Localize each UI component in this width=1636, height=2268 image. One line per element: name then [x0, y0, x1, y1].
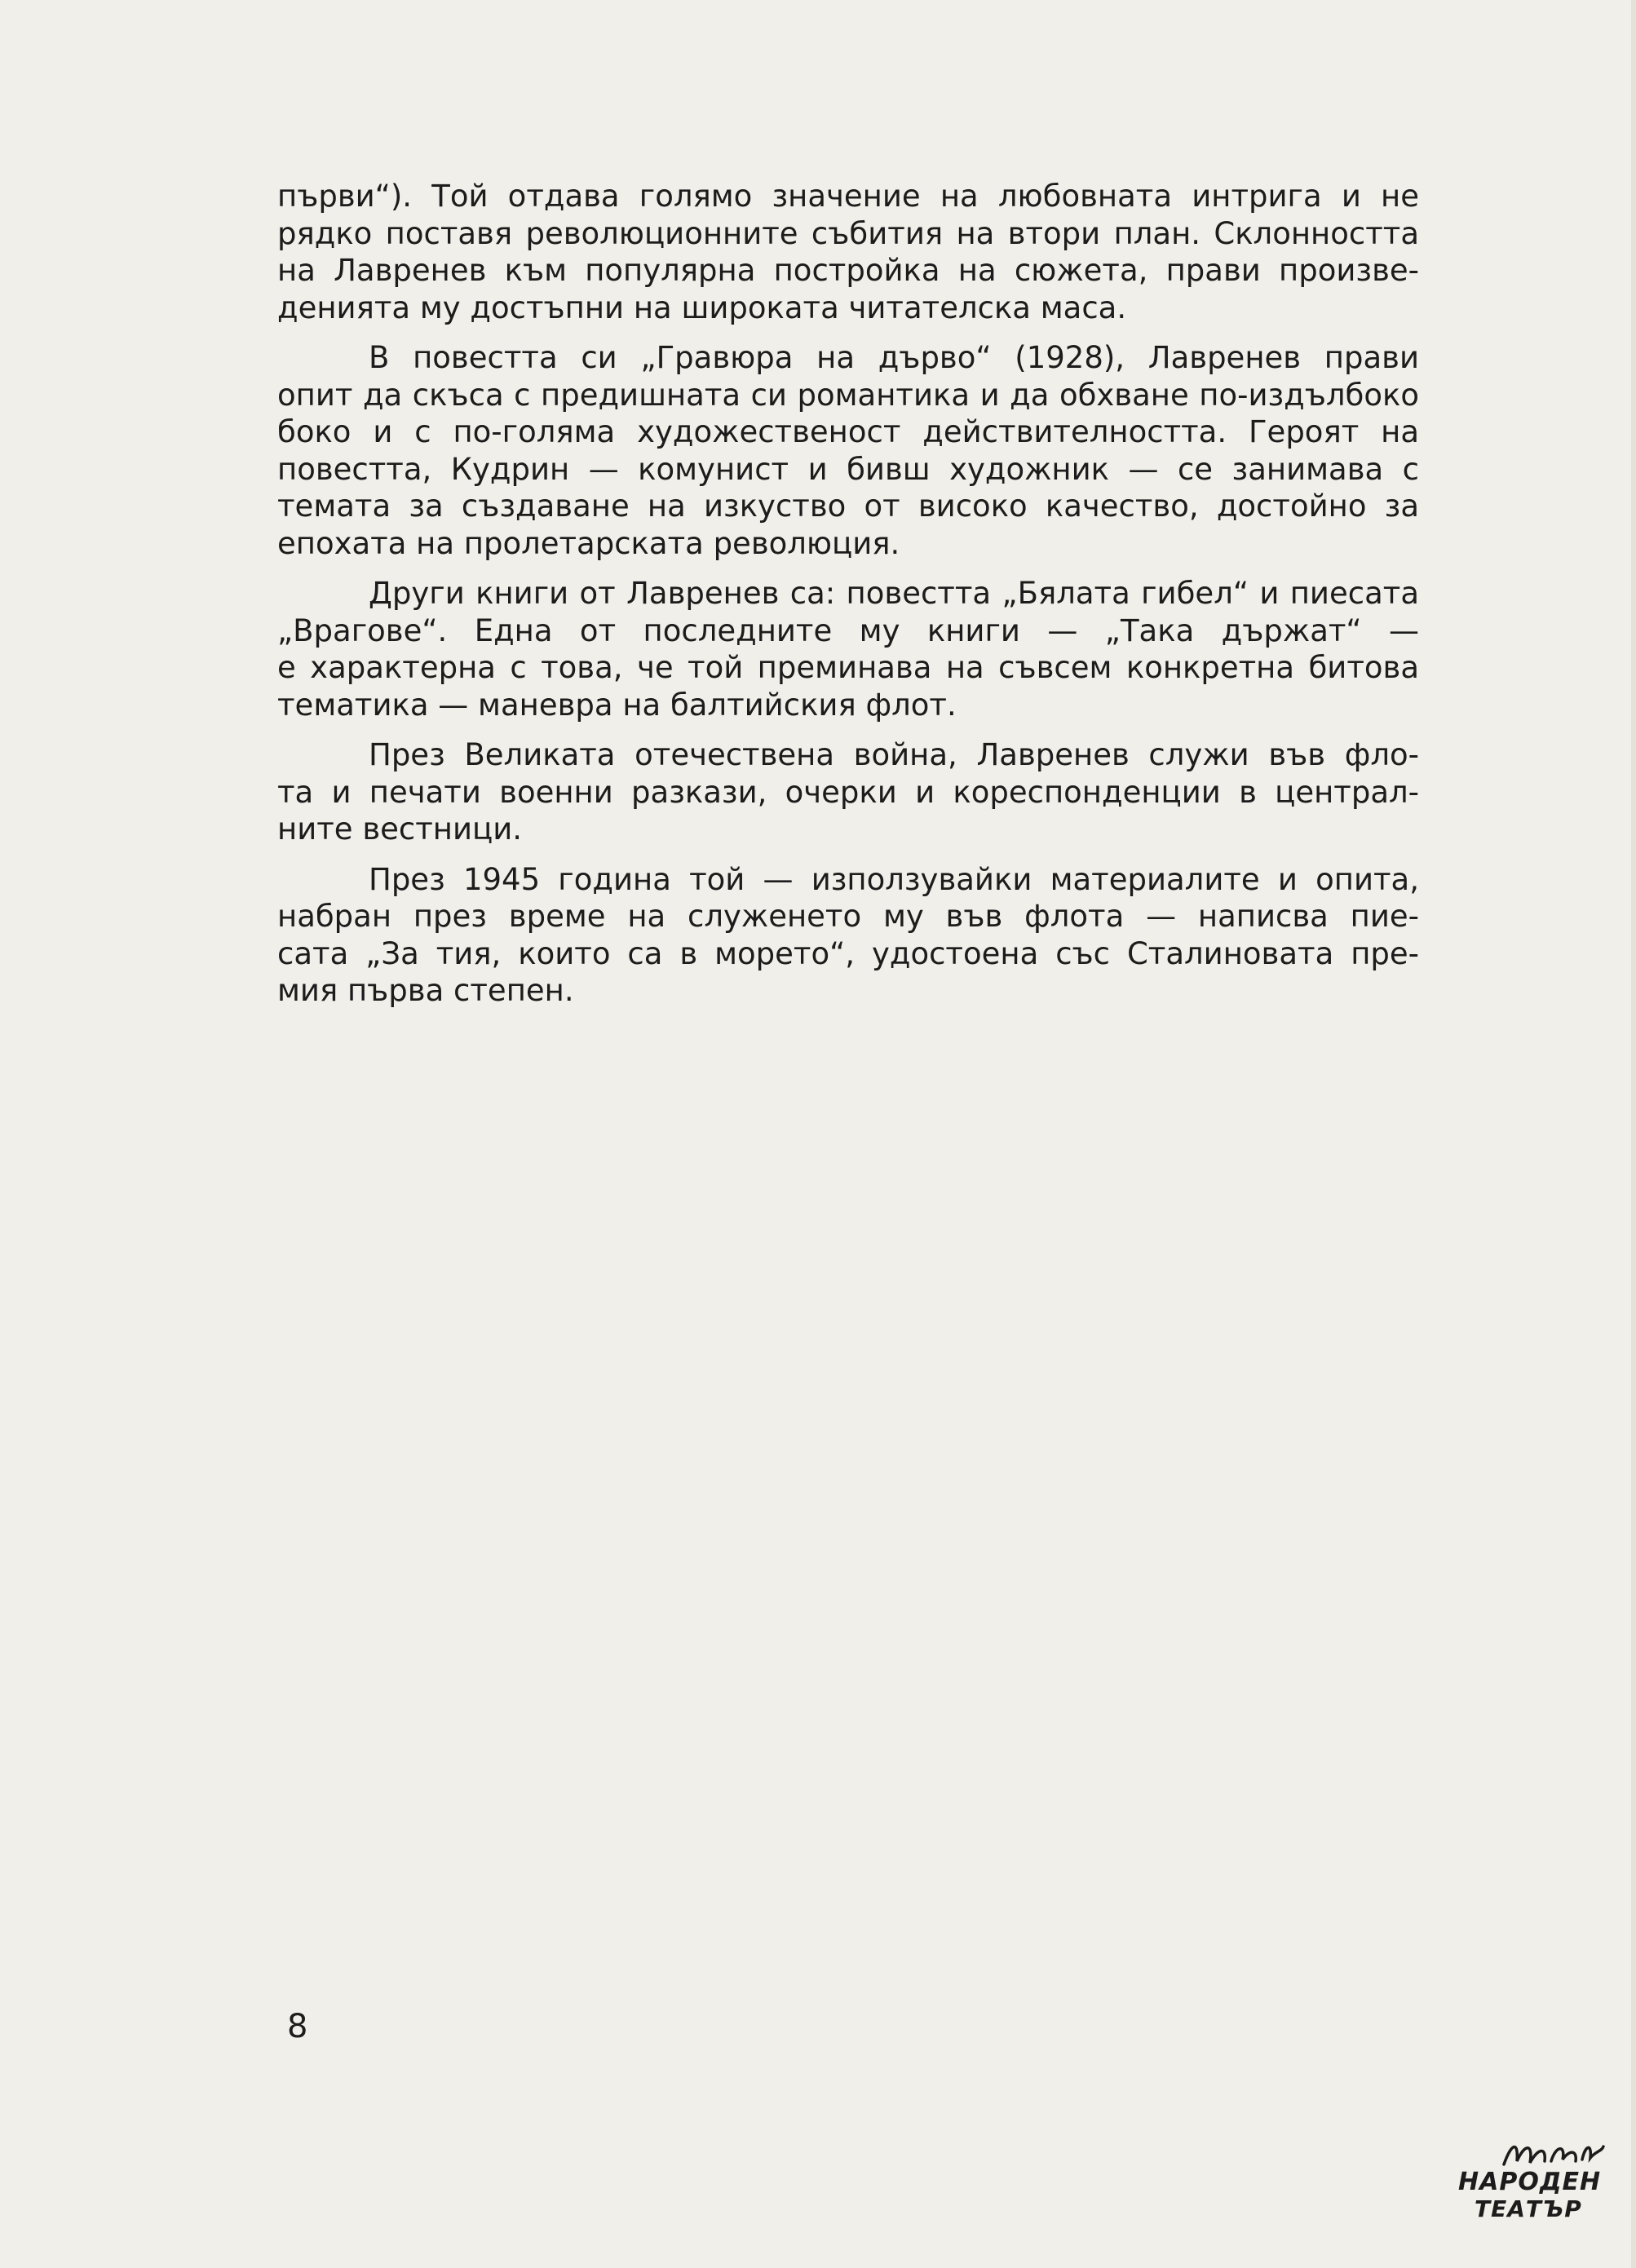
text-line: повестта, Кудрин — комунист и бивш художник — се занимава с	[277, 451, 1419, 487]
text-line: рядко поставя революционните събития на втори план. Склонността	[277, 215, 1419, 251]
text-line: на Лавренев към популярна постройка на сюжета, прави произве-	[277, 253, 1419, 288]
text-line: та и печати военни разкази, очерки и кореспонденции в централ-	[277, 774, 1419, 810]
paragraph-1	[277, 178, 1419, 326]
text-line: денията му достъпни на широката читателска маса.	[277, 290, 1127, 325]
text-line: Други книги от Лавренев са: повестта „Бялата гибел“ и пиесата	[369, 576, 1419, 611]
text-line: опит да скъса с предишната си романтика и да обхване по-издълбоко	[277, 377, 1419, 413]
paragraph-4	[277, 736, 1419, 848]
paragraph-2	[277, 339, 1419, 562]
text-line: епохата на пролетарската революция.	[277, 525, 900, 561]
text-line: В повестта си „Гравюра на дърво“ (1928), Лавренев прави	[369, 340, 1419, 375]
text-line: набран през време на служенето му във флота — написва пие-	[277, 899, 1419, 934]
page-number: 8	[287, 2008, 308, 2045]
text-line: тематика — маневра на балтийския флот.	[277, 687, 957, 723]
text-line: първи“). Той отдава голямо значение на любовната интрига и не	[277, 179, 1419, 214]
text-line: През Великата отечествена война, Лавренев служи във фло-	[369, 737, 1419, 772]
paragraph-5	[277, 861, 1419, 1010]
paragraph-3	[277, 575, 1419, 723]
text-line: сата „За тия, които са в морето“, удостоена със Сталиновата пре-	[277, 935, 1419, 971]
text-line: През 1945 година той — използувайки материалите и опита,	[369, 861, 1419, 897]
text-line: е характерна с това, че той преминава на съвсем конкретна битова	[277, 650, 1419, 685]
text-line: „Врагове“. Една от последните му книги — „Така държат“ —	[277, 612, 1419, 648]
theatre-logo	[1452, 2137, 1607, 2226]
logo-line-1: НАРОДЕН	[1458, 2168, 1602, 2196]
text-line: ните вестници.	[277, 811, 523, 847]
text-line: темата за създаване на изкуство от високо качество, достойно за	[277, 489, 1419, 524]
body-text	[277, 178, 1419, 1023]
logo-line-2: ТЕАТЪР	[1475, 2195, 1582, 2222]
text-line: мия първа степен.	[277, 973, 574, 1008]
text-line: боко и с по-голяма художественост действителността. Героят на	[277, 414, 1419, 449]
